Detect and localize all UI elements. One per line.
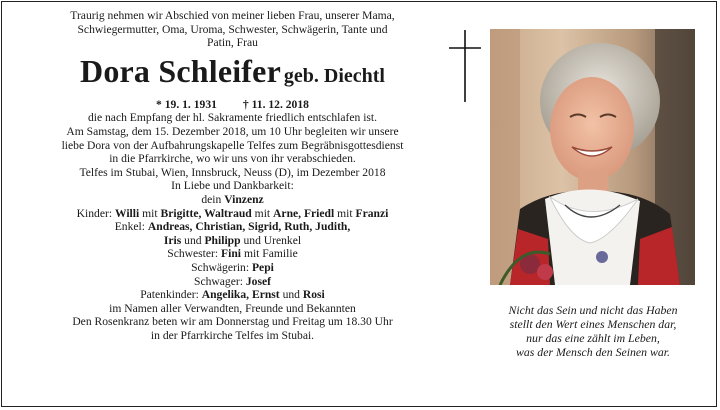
quote-line: nur das eine zählt im Leben, <box>526 331 660 345</box>
death-date: † 11. 12. 2018 <box>242 97 309 111</box>
relatives-line: im Namen aller Verwandten, Freunde und Bekannten <box>109 301 356 315</box>
maiden-name: geb. Diechtl <box>283 64 385 87</box>
deceased-name: Dora Schleifer <box>80 52 281 89</box>
funeral-line: Am Samstag, dem 15. Dezember 2018, um 10 Uhr begleiten wir unsere <box>66 124 399 138</box>
sister-in-law-line: Schwägerin: Pepi <box>191 260 274 274</box>
obituary-text <box>20 9 445 342</box>
husband-line: dein Vinzenz <box>201 192 264 206</box>
intro-line: Patin, Frau <box>207 36 258 50</box>
obituary-notice <box>1 1 717 407</box>
quote-line: Nicht das Sein und nicht das Haben <box>508 303 678 317</box>
sister-line: Schwester: Fini mit Familie <box>167 247 298 261</box>
quote-line: was der Mensch den Seinen war. <box>516 345 670 359</box>
life-dates <box>20 98 445 112</box>
cross-icon <box>449 30 481 102</box>
grandchildren-line-2: Iris und Philipp und Urenkel <box>163 233 302 247</box>
memorial-quote <box>484 303 702 359</box>
rosary-line: Den Rosenkranz beten wir am Donnerstag und Freitag um 18.30 Uhr <box>72 315 393 329</box>
husband-name: Vinzenz <box>224 192 264 206</box>
quote-line: stellt den Wert eines Menschen dar, <box>509 317 677 331</box>
intro-line: Schwiegermutter, Oma, Uroma, Schwester, Schwägerin, Tante und <box>77 22 388 36</box>
portrait-photo <box>490 29 695 285</box>
rosary-line: in der Pfarrkirche Telfes im Stubai. <box>150 328 315 342</box>
intro-line: Traurig nehmen wir Abschied von meiner lieben Frau, unserer Mama, <box>70 9 395 22</box>
children-line: Kinder: Willi mit Brigitte, Waltraud mit Arne, Friedl mit Franzi <box>76 206 389 220</box>
mourners-intro: In Liebe und Dankbarkeit: <box>171 179 294 193</box>
grandchildren-line: Enkel: Andreas, Christian, Sigrid, Ruth, Judith, <box>114 220 351 234</box>
deceased-name-row <box>20 53 445 97</box>
passing-line: die nach Empfang der hl. Sakramente friedlich entschlafen ist. <box>87 111 378 125</box>
place-date-line: Telfes im Stubai, Wien, Innsbruck, Neuss (D), im Dezember 2018 <box>79 165 386 179</box>
birth-date: * 19. 1. 1931 <box>156 97 217 111</box>
funeral-line: in die Pfarrkirche, wo wir uns von ihr verabschieden. <box>109 152 356 166</box>
brother-in-law-line: Schwager: Josef <box>194 274 271 288</box>
godchildren-line: Patenkinder: Angelika, Ernst und Rosi <box>140 288 325 302</box>
funeral-line: liebe Dora von der Aufbahrungskapelle Telfes zum Begräbnisgottesdienst <box>61 138 404 152</box>
